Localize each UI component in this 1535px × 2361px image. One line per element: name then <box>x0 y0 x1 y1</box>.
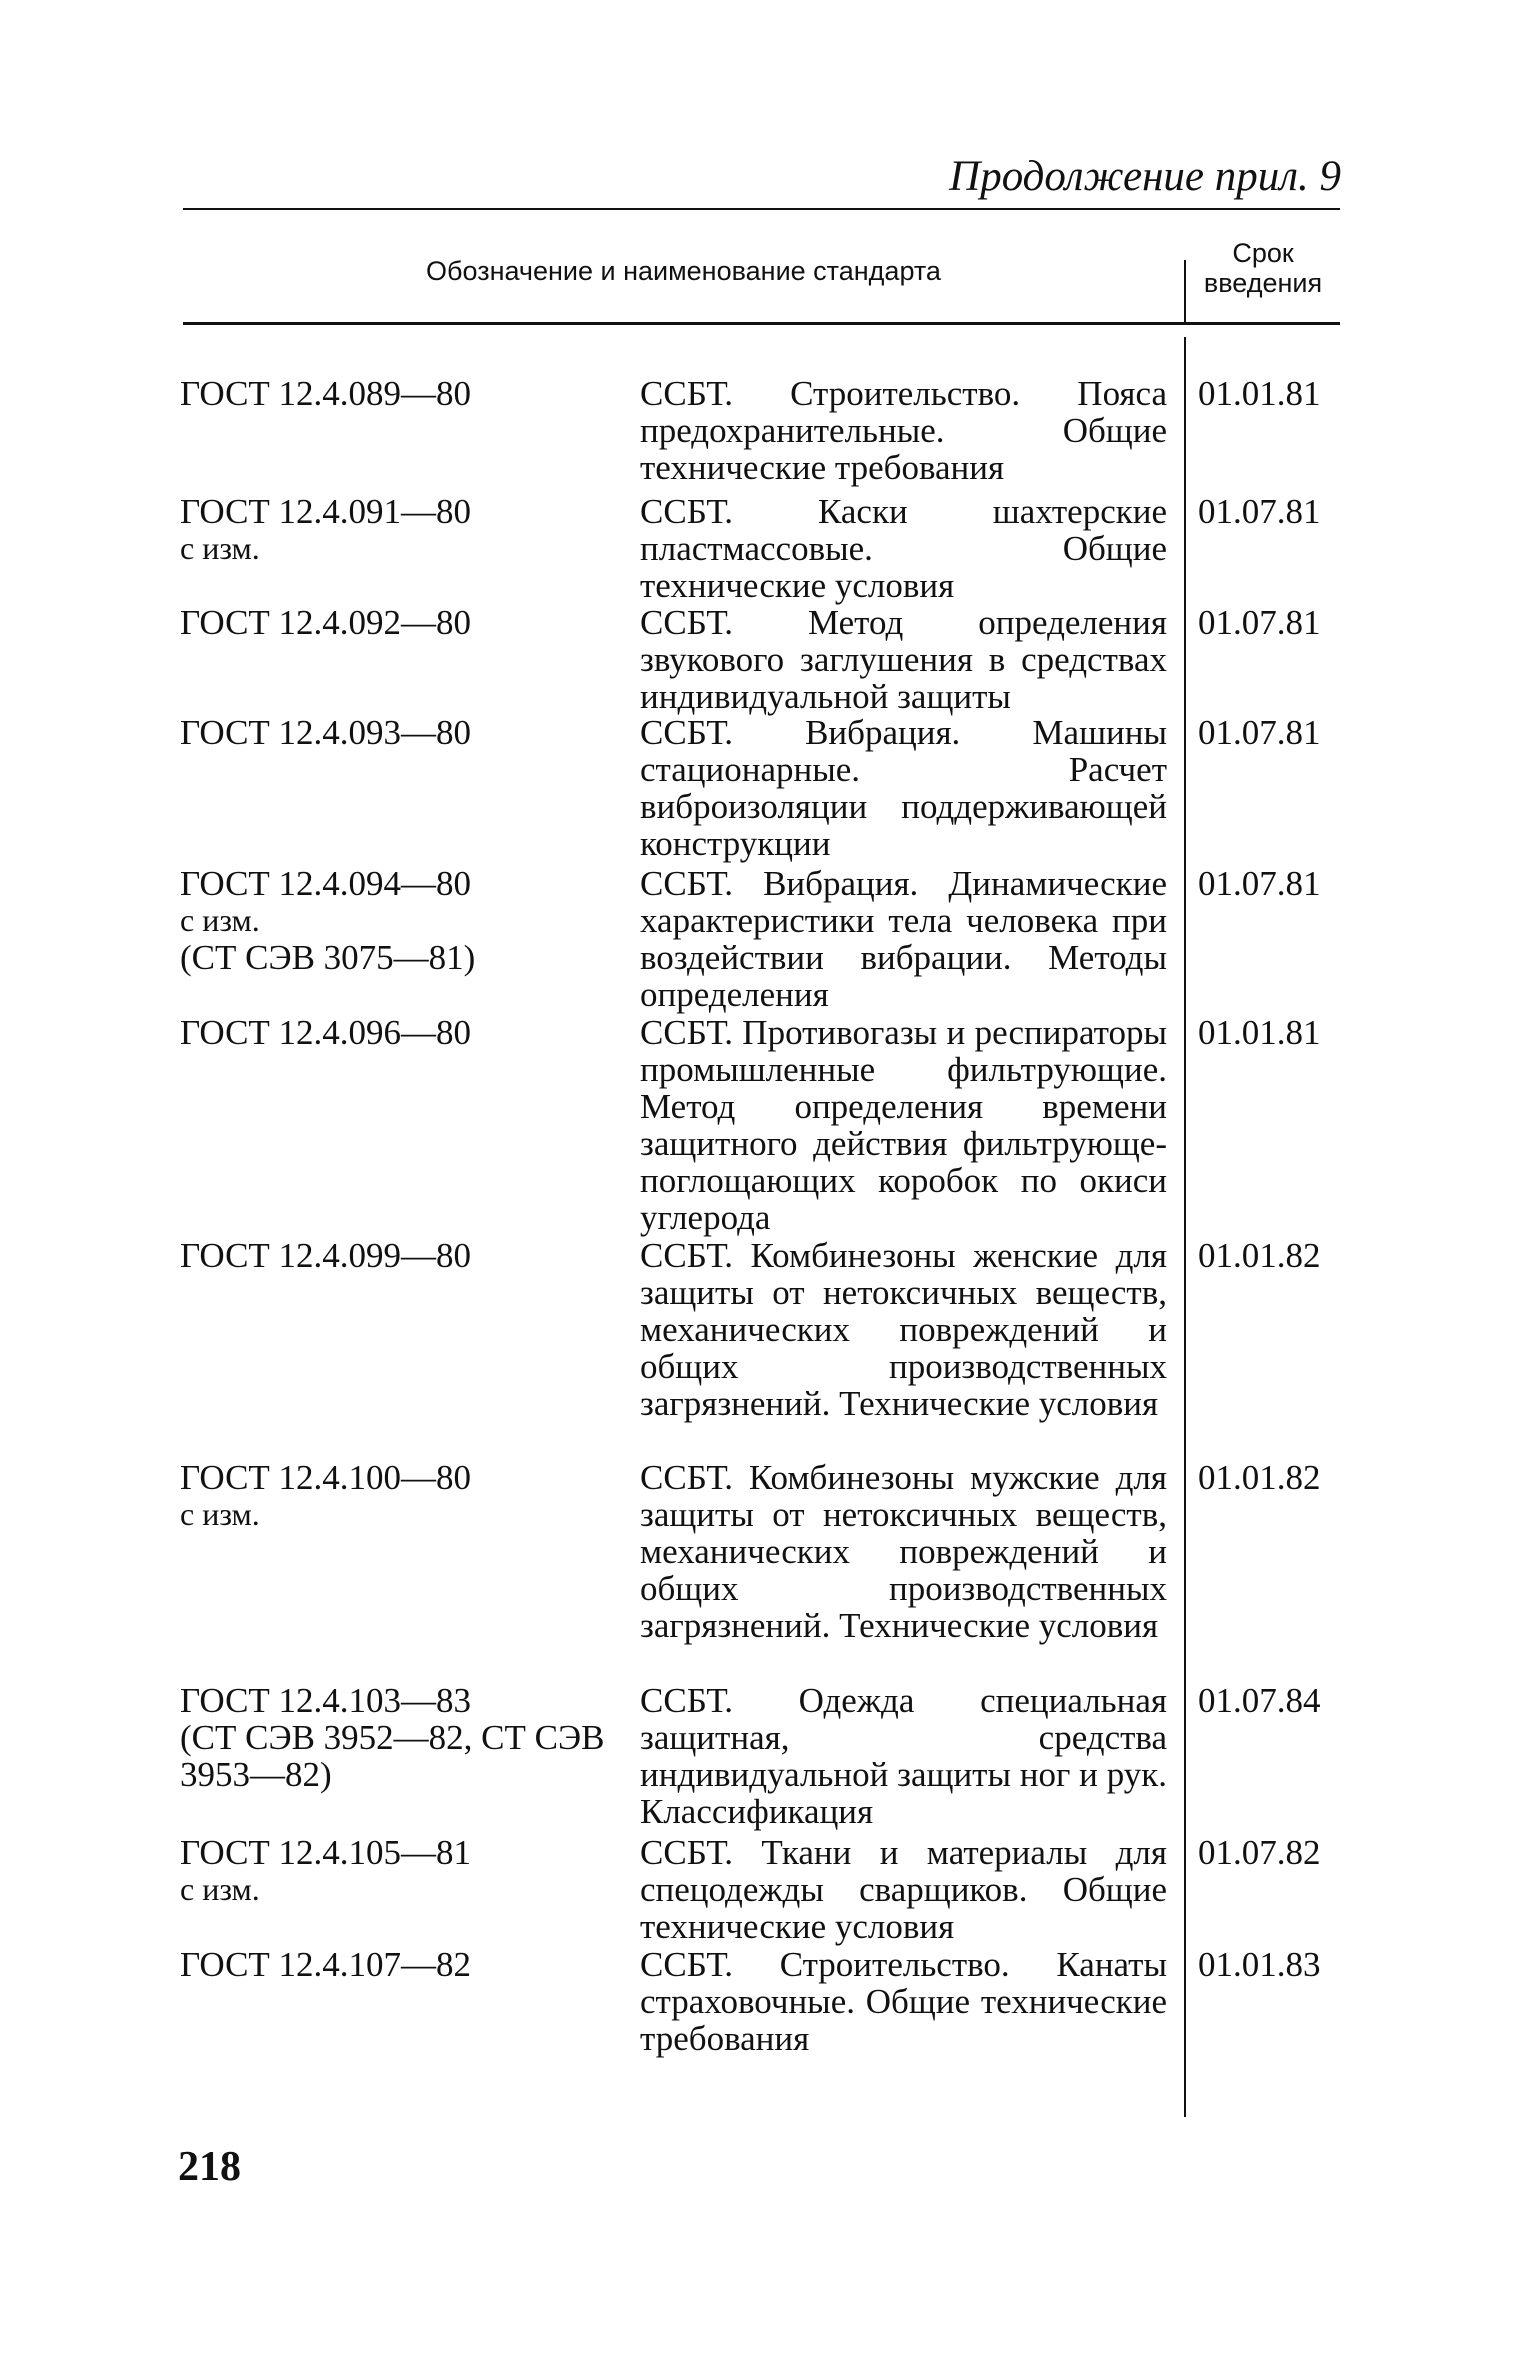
standard-amendment: с изм. <box>180 530 260 566</box>
standard-amendment: с изм. <box>180 1871 260 1907</box>
standard-designation <box>180 1946 620 1983</box>
standard-designation <box>180 493 620 567</box>
standard-title: ССБТ. Противогазы и респираторы промышленные фильтрующие. Метод определения времени защитного действия фильтрующе-поглощающих коробок по окиси углерода <box>640 1013 1167 1237</box>
standard-effective-date: 01.01.81 <box>1198 374 1321 413</box>
standard-code: ГОСТ 12.4.103—83 <box>180 1681 472 1720</box>
standard-designation <box>180 714 620 751</box>
standard-amendment: с изм. <box>180 902 260 938</box>
standard-title: ССБТ. Комбинезоны женские для защиты от нетоксичных веществ, механических повреждений и общих производственных загрязнений. Технические условия <box>640 1236 1167 1423</box>
standard-amendment: с изм. <box>180 1496 260 1532</box>
page-number: 218 <box>178 2144 241 2190</box>
standard-designation <box>180 1237 620 1274</box>
standard-code: ГОСТ 12.4.089—80 <box>180 374 472 413</box>
standard-code: ГОСТ 12.4.091—80 <box>180 492 472 531</box>
standard-effective-date: 01.01.83 <box>1198 1945 1321 1984</box>
standard-title: ССБТ. Комбинезоны мужские для защиты от нетоксичных веществ, механических повреждений и общих производственных загрязнений. Технические условия <box>640 1458 1167 1645</box>
standard-designation <box>180 375 620 412</box>
standard-effective-date: 01.07.81 <box>1198 603 1321 642</box>
standard-designation <box>180 1682 620 1793</box>
standard-code: ГОСТ 12.4.105—81 <box>180 1833 472 1872</box>
standard-title: ССБТ. Ткани и материалы для спецодежды сварщиков. Общие технические условия <box>640 1833 1167 1946</box>
standard-effective-date: 01.01.82 <box>1198 1458 1321 1497</box>
column-header-term <box>1186 238 1340 298</box>
standard-title: ССБТ. Одежда специальная защитная, средства индивидуальной защиты ног и рук. Классификация <box>640 1681 1167 1831</box>
standard-code: ГОСТ 12.4.092—80 <box>180 603 472 642</box>
continuation-label: Продолжение прил. 9 <box>949 153 1341 200</box>
standard-effective-date: 01.07.81 <box>1198 492 1321 531</box>
standard-effective-date: 01.07.82 <box>1198 1833 1321 1872</box>
standard-title: ССБТ. Вибрация. Машины стационарные. Расчет виброизоляции поддерживающей конструкции <box>640 713 1167 863</box>
standard-title: ССБТ. Строительство. Пояса предохранительные. Общие технические требования <box>640 374 1167 487</box>
standard-designation <box>180 604 620 641</box>
standard-code: ГОСТ 12.4.094—80 <box>180 864 472 903</box>
standard-code: ГОСТ 12.4.100—80 <box>180 1458 472 1497</box>
standard-effective-date: 01.07.81 <box>1198 713 1321 752</box>
standard-effective-date: 01.01.82 <box>1198 1236 1321 1275</box>
column-header-designation: Обозначение и наименование стандарта <box>426 256 941 286</box>
standard-designation <box>180 865 620 976</box>
standard-code: ГОСТ 12.4.093—80 <box>180 713 472 752</box>
standard-title: ССБТ. Каски шахтерские пластмассовые. Общие технические условия <box>640 492 1167 605</box>
standard-designation <box>180 1014 620 1051</box>
standard-effective-date: 01.07.84 <box>1198 1681 1321 1720</box>
header-bottom-rule <box>183 322 1340 325</box>
header-column-divider <box>1184 260 1186 322</box>
standard-designation <box>180 1459 620 1533</box>
standard-effective-date: 01.01.81 <box>1198 1013 1321 1052</box>
standard-designation <box>180 1834 620 1908</box>
standard-equivalent: (СТ СЭВ 3952—82, СТ СЭВ 3953—82) <box>180 1718 605 1794</box>
standard-effective-date: 01.07.81 <box>1198 864 1321 903</box>
column-header-term-line1: Срок <box>1232 238 1294 268</box>
standard-title: ССБТ. Метод определения звукового заглушения в средствах индивидуальной защиты <box>640 603 1167 716</box>
header-top-rule <box>183 208 1340 210</box>
standard-code: ГОСТ 12.4.096—80 <box>180 1013 472 1052</box>
standard-equivalent: (СТ СЭВ 3075—81) <box>180 938 476 977</box>
column-header-term-line2: введения <box>1203 268 1323 298</box>
standard-code: ГОСТ 12.4.099—80 <box>180 1236 472 1275</box>
standard-title: ССБТ. Строительство. Канаты страховочные. Общие технические требования <box>640 1945 1167 2058</box>
standard-title: ССБТ. Вибрация. Динамические характеристики тела человека при воздействии вибрации. Методы определения <box>640 864 1167 1014</box>
body-column-divider <box>1184 337 1186 2117</box>
standard-code: ГОСТ 12.4.107—82 <box>180 1945 472 1984</box>
